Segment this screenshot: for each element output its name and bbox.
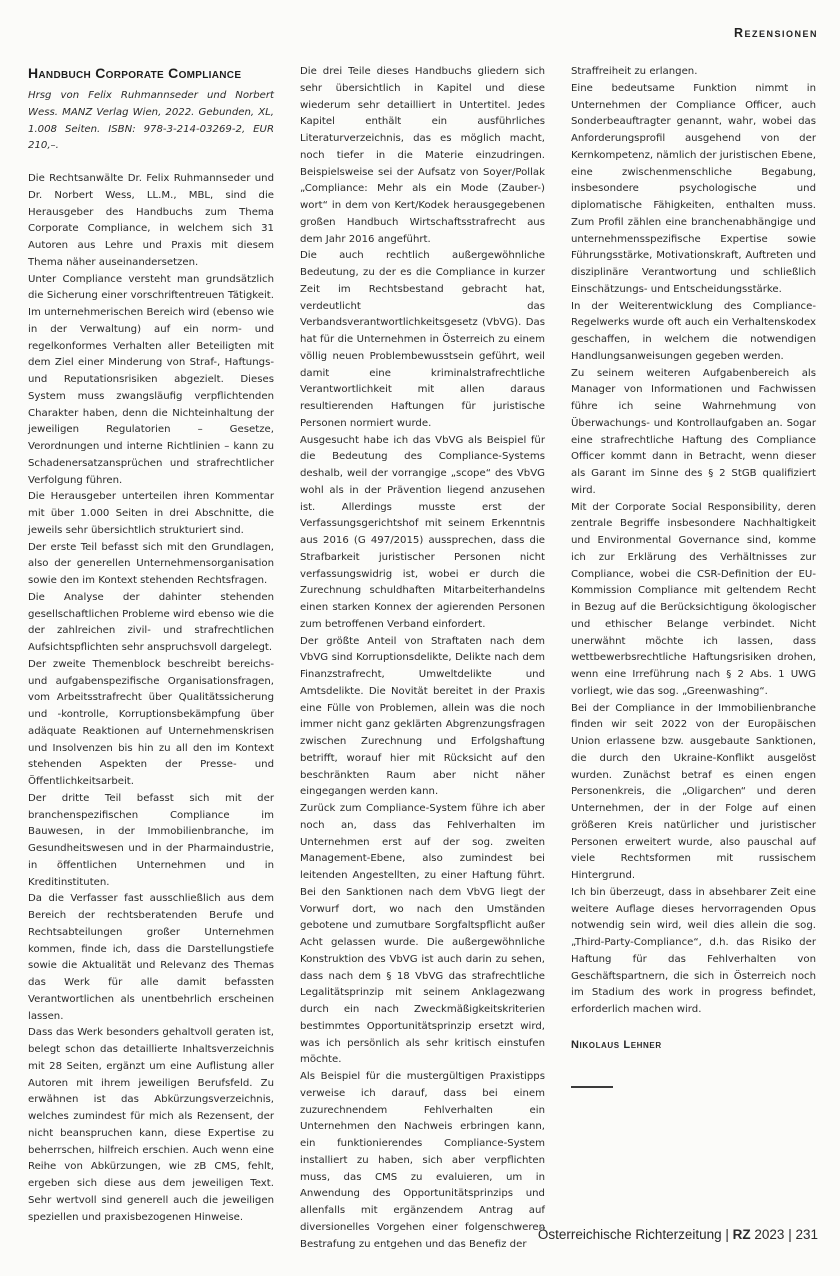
paragraph: Da die Verfasser fast ausschließlich aus dem Bereich der rechtsberatenden Berufe und Rechtsabteilungen großer Unternehmen kommen, finde ich, dass die Darstellungstiefe sowie die Aktualität und Relevanz des Themas das Werk für alle damit befassten Verantwortlichen als unentbehrlich erscheinen lassen. bbox=[28, 893, 274, 1022]
paragraph: Der zweite Themenblock beschreibt bereichs- und aufgabenspezifische Organisationsfragen, vom Arbeitsstrafrecht über Qualitätssicherung und -kontrolle, Korruptionsbekämpfung über adäquate Reaktionen auf Unternehmenskrisen und Insolvenzen bis hin zu all den im Kontext stehenden Aspekten der Presse- und Öffentlichkeitsarbeit. bbox=[28, 658, 274, 787]
paragraph: Zurück zum Compliance-System führe ich aber noch an, dass das Fehlverhalten im Unternehmen erst auf der sog. zweiten Management-Ebene, also zumindest bei leitenden Angestellten, zu einer Haftung führt. Bei den Sanktionen nach dem VbVG liegt der Vorwurf dort, wo nach den Umständen gebotene und zumutbare Sorgfaltspflicht außer Acht gelassen wurde. Die außergewöhnliche Konstruktion des VbVG ist auch darin zu sehen, dass nach dem § 18 VbVG das strafrechtliche Legalitätsprinzip mit seinem Anklagezwang durch ein nach Zweckmäßigkeitskriterien bestimmtes Opportunitätsprinzip ersetzt wird, was ich persönlich als sehr kritisch einstufen möchte. bbox=[300, 803, 545, 1066]
paragraph: Ausgesucht habe ich das VbVG als Beispiel für die Bedeutung des Compliance-Systems deshalb, weil der vorrangige „scope“ des VbVG wohl als in der Prävention liegend anzusehen ist. Allerdings musste erst der Verfassungsgerichtshof mit seinem Erkenntnis aus 2016 (G 497/2015) aussprechen, dass die Strafbarkeit juristischer Personen nicht verfassungswidrig ist, wobei er durch die Zurechnung schuldhaften Mitarbeiterhandelns einen starken Konnex der agierenden Personen zum betroffenen Verband einfordert. bbox=[300, 434, 545, 630]
paragraph: Die drei Teile dieses Handbuchs gliedern sich sehr übersichtlich in Kapitel und diese wiederum sehr detailliert in Untertitel. Jedes Kapitel enthält ein ausführliches Literaturverzeichnis, das es möglich macht, noch tiefer in die Materie einzudringen. Beispielsweise sei der Aufsatz von Soyer/Pollak „Compliance: Mehr als ein Mode (Zauber-) wort“ in dem von Kert/Kodek herausgegebenen großen Handbuch Wirtschaftsstrafrecht aus dem Jahr 2016 angeführt. bbox=[300, 66, 545, 245]
paragraph: Die Rechtsanwälte Dr. Felix Ruhmannseder und Dr. Norbert Wess, LL.M., MBL, sind die Herausgeber des Handbuchs zum Thema Corporate Compliance, in welchem sich 31 Autoren aus Lehre und Praxis mit diesem Thema näher auseinandersetzen. bbox=[28, 173, 274, 268]
paragraph: Die Herausgeber unterteilen ihren Kommentar mit über 1.000 Seiten in drei Abschnitte, die jeweils sehr übersichtlich strukturiert sind. bbox=[28, 491, 274, 536]
footer-separator: | bbox=[721, 1227, 733, 1242]
paragraph: Zu seinem weiteren Aufgabenbereich als Manager von Informationen und Fachwissen führe ich seine Wahrnehmung von Überwachungs- und Kontrollaufgaben an. Sogar eine strafrechtliche Haftung des Compliance Officer kommt dann in Betracht, wenn dieser als Garant im Sinne des § 2 StGB qualifiziert wird. bbox=[571, 367, 816, 496]
page-footer bbox=[538, 1227, 818, 1242]
paragraph: Bei der Compliance in der Immobilienbranche finden wir seit 2022 von der Europäischen Union erlassene bzw. ausgebaute Sanktionen, die durch den Ukraine-Konflikt ausgelöst wurden. Zunächst betraf es einen engen Personenkreis, die „Oligarchen“ und deren Unternehmen, der in der Folge auf einen größeren Kreis natürlicher und juristischer Personen erweitert wurde, also pauschal auf viele Rechtsformen mit russischem Hintergrund. bbox=[571, 702, 816, 881]
paragraph: Ich bin überzeugt, dass in absehbarer Zeit eine weitere Auflage dieses hervorragenden Opus notwendig sein wird, weil dies allein die sog. „Third-Party-Compliance“, d.h. das Risiko der Haftung für das Fehlverhalten von Geschäftspartnern, die sich in Österreich noch im Stadium des work in progress befindet, erforderlich machen wird. bbox=[571, 886, 816, 1015]
page-number: 231 bbox=[795, 1227, 818, 1242]
column-1 bbox=[28, 64, 274, 1226]
paragraph: Die auch rechtlich außergewöhnliche Bedeutung, zu der es die Compliance in kurzer Zeit im Rechtsbestand gebracht hat, verdeutlicht das Verbandsverantwortlichkeitsgesetz (VbVG). Das hat für die Unternehmen in Österreich zu einem völlig neuen Problembewusstsein geführt, weil damit eine kriminalstrafrechtliche Verantwortlichkeit mit allen daraus resultierenden Haftungen für juristische Personen normiert wurde. bbox=[300, 250, 545, 429]
paragraph: Straffreiheit zu erlangen. bbox=[571, 66, 698, 77]
column-2 bbox=[300, 64, 545, 1253]
paragraph: Eine bedeutsame Funktion nimmt in Unternehmen der Compliance Officer, auch Sonderbeauftragter genannt, wahr, wobei das Anforderungsprofil ausgehend von der Kernkompetenz, nämlich der juristischen Ebene, eine zwischenmenschliche Begabung, insbesondere psychologische und diplomatische Fähigkeiten, enthalten muss. Zum Profil zählen eine branchenabhängige und unternehmensspezifische Expertise sowie Führungsstärke, Motivationskraft, Auftreten und disziplinäre Verantwortung und schließlich Einschätzungs- und Entscheidungsstärke. bbox=[571, 82, 817, 295]
paragraph: In der Weiterentwicklung des Compliance-Regelwerks wurde oft auch ein Verhaltenskodex geschaffen, in welchem die notwendigen Handlungsanweisungen gegeben werden. bbox=[571, 300, 816, 362]
journal-year: 2023 bbox=[750, 1227, 785, 1242]
paragraph: Der erste Teil befasst sich mit den Grundlagen, also der generellen Unternehmensorganisation sowie den im Kontext stehenden Rechtsfragen. bbox=[28, 541, 274, 586]
paragraph: Die Analyse der dahinter stehenden gesellschaftlichen Probleme wird ebenso wie die der zahlreichen zivil- und strafrechtlichen Aufsichtspflichten sehr anspruchsvoll dargelegt. bbox=[28, 591, 274, 653]
journal-abbr: RZ bbox=[732, 1227, 751, 1242]
paragraph: Unter Compliance versteht man grundsätzlich die Sicherung einer vorschriftentreuen Tätigkeit. Im unternehmerischen Bereich wird (ebenso wie in der Verwaltung) auf ein norm- und regelkonformes Verhalten aller Beteiligten mit dem Ziel einer Minderung von Straf-, Haftungs- und Reputationsrisiken abgezielt. Dieses System muss zwangsläufig verpflichtenden Charakter haben, denn die Nichteinhaltung der jeweiligen Regulatorien – Gesetze, Verordnungen und interne Richtlinien – kann zu Schadenersatzansprüchen und strafrechtlicher Verfolgung führen. bbox=[28, 273, 274, 486]
reviewer-name: Nikolaus Lehner bbox=[571, 1038, 662, 1051]
paragraph: Dass das Werk besonders gehaltvoll geraten ist, belegt schon das detaillierte Inhaltsverzeichnis mit 28 Seiten, ergänzt um eine Auflistung aller Autoren mit ihrem jeweiligen Berufsfeld. Zu erwähnen ist das Abkürzungsverzeichnis, welches zumindest für mich als Rezensent, der nicht beanspruchen kann, diese Expertise zu beherrschen, hilfreich erschien. Auch wenn eine Reihe von Abkürzungen, wie zB CMS, fehlt, ergeben sich diese aus dem jeweiligen Text. Sehr wertvoll sind generell auch die jeweiligen speziellen und praxisbezogenen Hinweise. bbox=[28, 1027, 274, 1223]
paragraph: Als Beispiel für die mustergültigen Praxistipps verweise ich darauf, dass bei einem zuzurechnendem Fehlverhalten ein Unternehmen den Nachweis erbringen kann, ein funktionierendes Compliance-System installiert zu haben, sich aber verpflichten muss, das CMS zu evaluieren, um in Anwendung des Opportunitätsprinzips und allenfalls mit ergänzendem Antrag auf diversionelles Vorgehen einer folgenschweren Bestrafung zu entgehen und das Benefiz der bbox=[300, 1071, 545, 1250]
book-title: Handbuch Corporate Compliance bbox=[28, 65, 242, 81]
paragraph: Der dritte Teil befasst sich mit der branchenspezifischen Compliance im Bauwesen, in der Immobilienbranche, im Gesundheitswesen und in der Pharmaindustrie, in öffentlichen Unternehmen und in Kreditinstituten. bbox=[28, 792, 274, 888]
column-3 bbox=[571, 64, 816, 1088]
book-meta: Hrsg von Felix Ruhmannseder und Norbert Wess. MANZ Verlag Wien, 2022. Gebunden, XL, 1.008 Seiten. ISBN: 978-3-214-03269-2, EUR 210,–. bbox=[28, 90, 274, 152]
paragraph: Mit der Corporate Social Responsibility, deren zentrale Begriffe insbesondere Nachhaltigkeit und Environmental Governance sind, komme ich zur Erklärung des Verhältnisses zur Compliance, wobei die CSR-Definition der EU-Kommission Compliance mit geltendem Recht in Bezug auf die Berücksichtigung ökologischer und ethischer Belange verbindet. Nicht unerwähnt möchte ich lassen, dass wettbewerbsrechtliche Haftungsrisiken drohen, wenn eine Irreführung nach § 2 Abs. 1 UWG vorliegt, wie das sog. „Greenwashing“. bbox=[571, 501, 816, 697]
footer-separator: | bbox=[784, 1227, 796, 1242]
section-label: Rezensionen bbox=[733, 26, 818, 40]
paragraph: Der größte Anteil von Straftaten nach dem VbVG sind Korruptionsdelikte, Delikte nach dem Finanzstrafrecht, Umweltdelikte und Amtsdelikte. Die Novität bereitet in der Praxis eine Fülle von Problemen, allein was die noch immer nicht ganz geklärten Abgrenzungsfragen zwischen Zurechnung und Erfolgshaftung betrifft, worauf hier mit Rücksicht auf den beschränkten Raum aber nicht näher eingegangen werden kann. bbox=[300, 635, 545, 798]
end-rule bbox=[571, 1086, 613, 1088]
journal-name: Österreichische Richterzeitung bbox=[537, 1227, 722, 1242]
